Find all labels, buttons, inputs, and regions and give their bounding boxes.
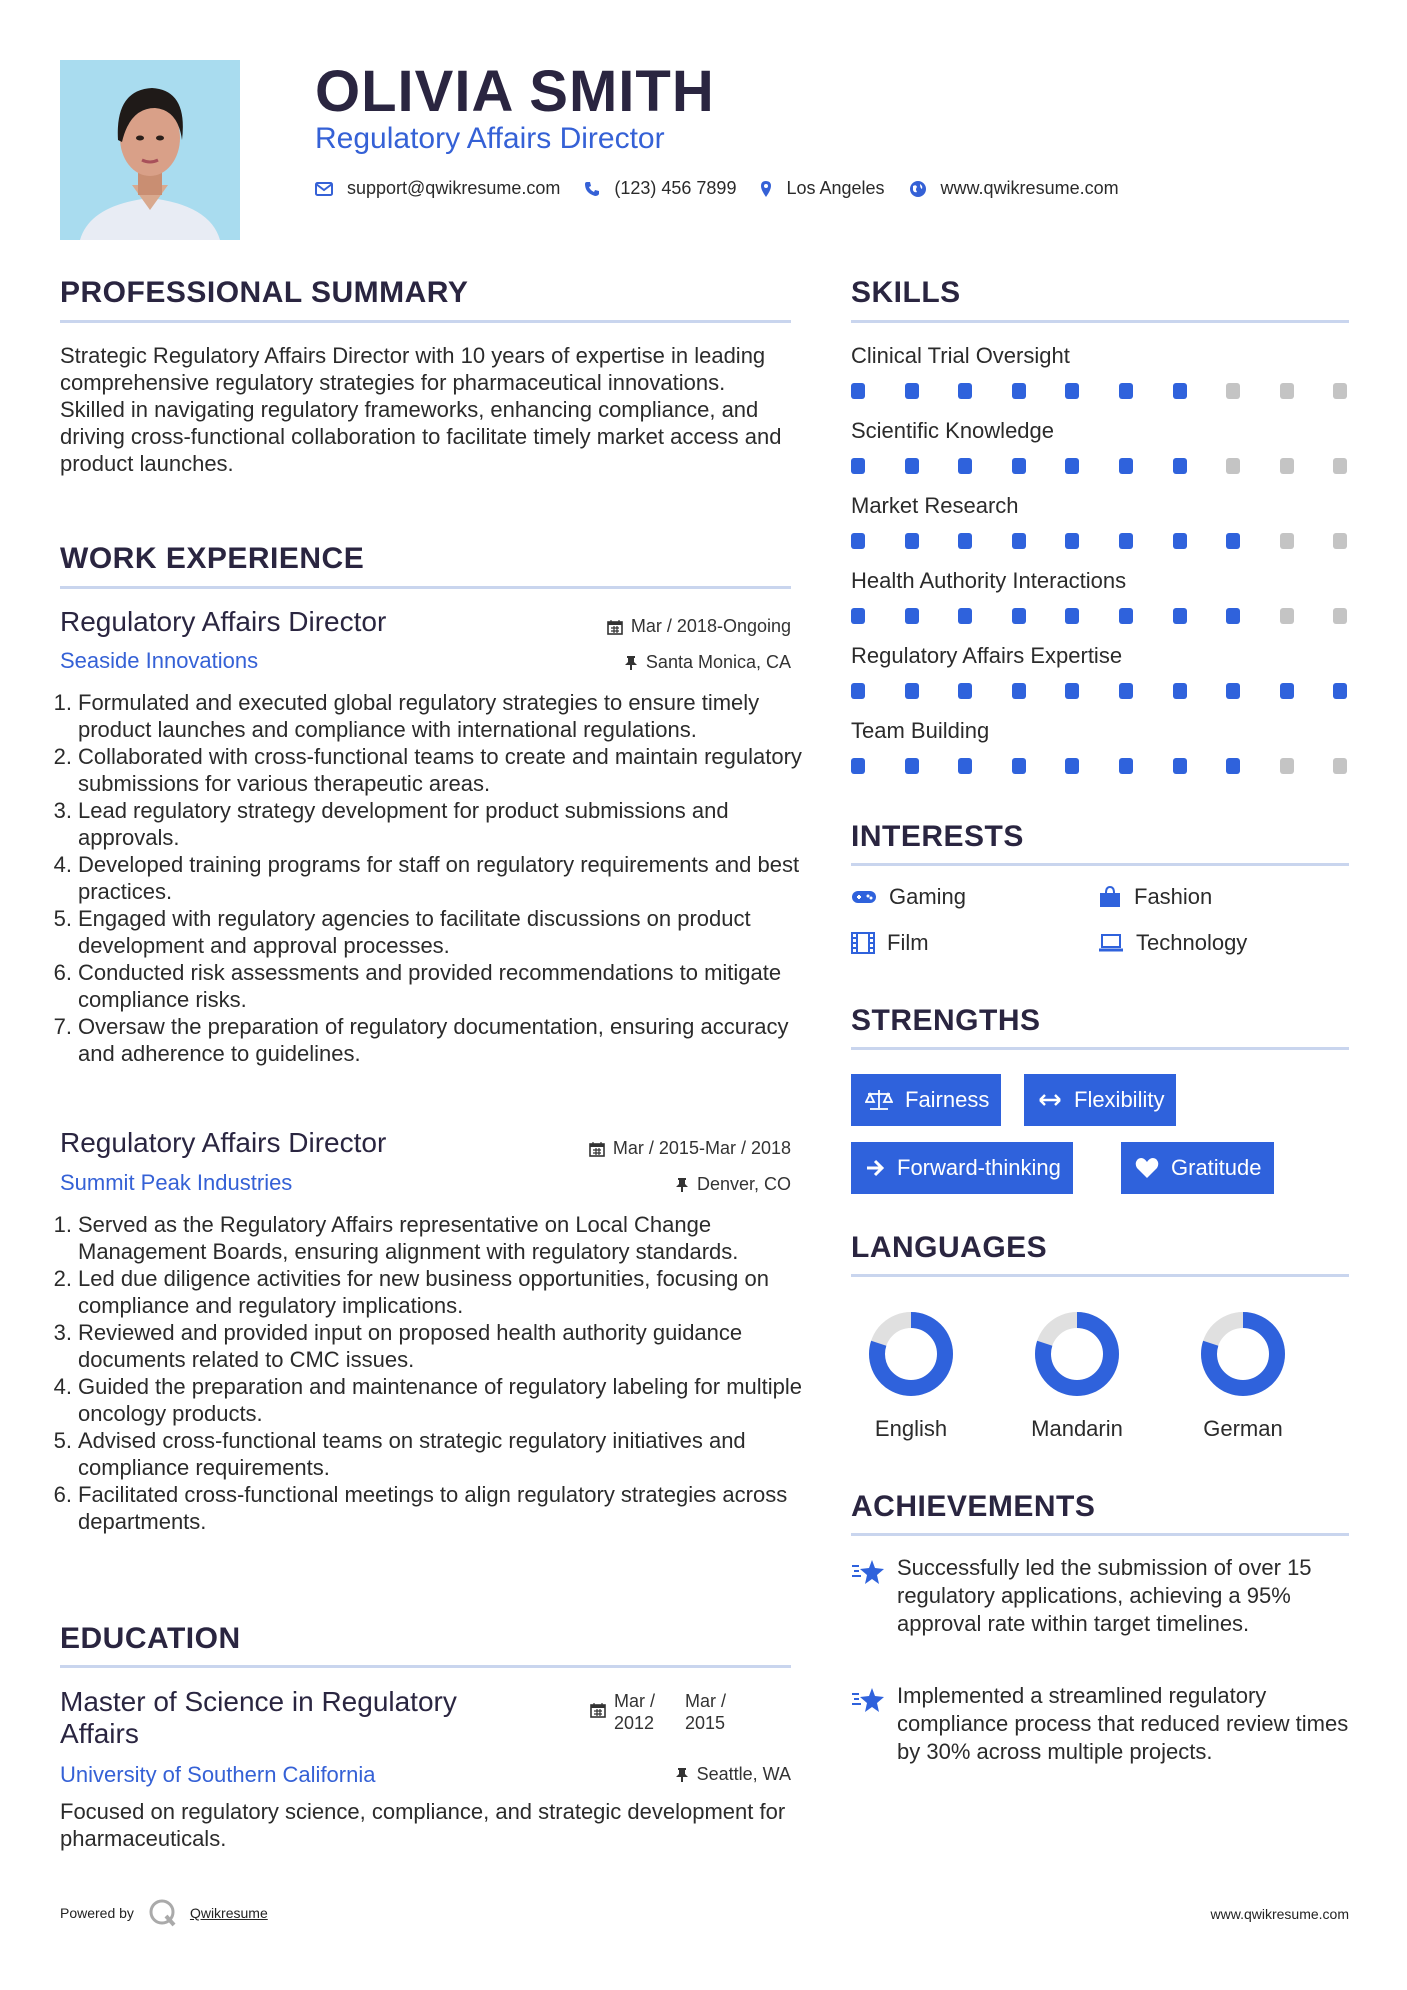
list-item: 4. Guided the preparation and maintenance of regulatory labeling for multiple oncology products. — [53, 1374, 803, 1426]
achievement-item: Implemented a streamlined regulatory compliance process that reduced review times by 30% across multiple projects. — [851, 1682, 1351, 1766]
list-item: 6. Facilitated cross-functional meetings to align regulatory strategies across departments. — [53, 1482, 788, 1534]
skill-dot-empty — [1333, 458, 1347, 474]
skill-dot-filled — [905, 683, 919, 699]
qwikresume-link[interactable]: Qwikresume — [189, 1905, 268, 1921]
skill-dot-filled — [851, 383, 865, 399]
skill-dot-filled — [1226, 533, 1240, 549]
education-divider — [60, 1665, 791, 1668]
language-name: German — [1203, 1416, 1283, 1441]
skill-dot-filled — [1012, 533, 1026, 549]
skill-dot-filled — [1173, 683, 1187, 699]
language-item — [1007, 1310, 1147, 1442]
skill-dot-filled — [1012, 683, 1026, 699]
list-item: 2. Led due diligence activities for new business opportunities, focusing on compliance and regulatory implications. — [53, 1266, 769, 1318]
skill-label: Clinical Trial Oversight — [851, 343, 1070, 368]
skill-dot-empty — [1280, 383, 1294, 399]
language-name: Mandarin — [1031, 1416, 1123, 1441]
skill-dot-filled — [1012, 383, 1026, 399]
skill-dot-filled — [1012, 608, 1026, 624]
pushpin-icon — [675, 1767, 689, 1783]
skills-heading: SKILLS — [851, 276, 961, 309]
list-item: 7. Oversaw the preparation of regulatory documentation, ensuring accuracy and adherence to guidelines. — [53, 1014, 789, 1066]
contact-bar — [315, 178, 1143, 199]
job-title: Regulatory Affairs Director — [60, 606, 387, 637]
shopping-bag-icon — [1098, 886, 1122, 908]
skill-dot-filled — [905, 758, 919, 774]
map-marker-icon — [760, 180, 772, 198]
skill-dot-filled — [851, 608, 865, 624]
skills-divider — [851, 320, 1349, 323]
skill-dot-empty — [1280, 758, 1294, 774]
skill-dot-filled — [1119, 608, 1133, 624]
envelope-icon — [315, 182, 333, 196]
pushpin-icon — [624, 655, 638, 671]
skill-label: Health Authority Interactions — [851, 568, 1127, 593]
skill-dot-empty — [1280, 458, 1294, 474]
skill-rating — [851, 383, 1349, 399]
arrows-horizontal-icon — [1038, 1093, 1062, 1107]
skill-dot-filled — [1226, 683, 1240, 699]
skill-dot-filled — [851, 533, 865, 549]
shooting-star-icon — [851, 1686, 885, 1714]
language-donut — [867, 1310, 955, 1398]
language-donut — [1199, 1310, 1287, 1398]
skill-dot-filled — [1173, 758, 1187, 774]
list-item: 6. Conducted risk assessments and provided recommendations to mitigate compliance risks. — [53, 960, 782, 1012]
list-item: 2. Collaborated with cross-functional teams to create and maintain regulatory submissions for various therapeutic areas. — [53, 744, 802, 796]
website-text: www.qwikresume.com — [940, 178, 1119, 198]
experience-heading: WORK EXPERIENCE — [60, 542, 365, 575]
qwikresume-logo-icon — [148, 1898, 178, 1928]
job-bullets — [48, 1211, 803, 1535]
job-bullets — [48, 689, 803, 1067]
skill-dot-empty — [1226, 383, 1240, 399]
achievements-divider — [851, 1533, 1349, 1536]
laptop-icon — [1098, 933, 1124, 953]
skill-dot-empty — [1333, 533, 1347, 549]
skill-dot-filled — [1226, 758, 1240, 774]
summary-divider — [60, 320, 791, 323]
skill-dot-filled — [958, 758, 972, 774]
skill-rating — [851, 533, 1349, 549]
strengths-heading: STRENGTHS — [851, 1004, 1041, 1037]
interest-film: Film — [851, 930, 929, 956]
job-dates: Mar / 2015-Mar / 2018 — [589, 1138, 791, 1159]
skill-label: Scientific Knowledge — [851, 418, 1055, 443]
email-text: support@qwikresume.com — [347, 178, 561, 198]
skill-dot-empty — [1333, 608, 1347, 624]
interests-heading: INTERESTS — [851, 820, 1024, 853]
footer-website[interactable]: www.qwikresume.com — [1210, 1906, 1349, 1922]
job-dates: Mar / 2018-Ongoing — [607, 616, 791, 637]
skill-dot-filled — [905, 458, 919, 474]
skill-dot-filled — [851, 458, 865, 474]
shooting-star-icon — [851, 1558, 885, 1586]
education-location: Seattle, WA — [675, 1764, 791, 1785]
calendar-icon — [607, 619, 623, 635]
skill-dot-empty — [1226, 458, 1240, 474]
skill-dot-filled — [1119, 383, 1133, 399]
skill-dot-filled — [1333, 683, 1347, 699]
summary-text: Strategic Regulatory Affairs Director with 10 years of expertise in leading comprehensive regulatory strategies for pharmaceutical innovations. Skilled in navigating regulatory frameworks, enhancing compliance, and driving cross-functional collaboration to facilitate timely market access and product launches. — [60, 343, 782, 476]
school-name: University of Southern California — [60, 1762, 376, 1787]
skill-dot-filled — [958, 458, 972, 474]
skill-dot-filled — [1173, 608, 1187, 624]
calendar-icon — [590, 1702, 606, 1718]
skill-dot-filled — [1065, 533, 1079, 549]
phone-icon — [584, 181, 600, 197]
job-title: Regulatory Affairs Director — [60, 1127, 387, 1158]
experience-divider — [60, 586, 791, 589]
end-date: Mar / 2015 — [685, 1691, 727, 1733]
skill-dot-filled — [1226, 608, 1240, 624]
gamepad-icon — [851, 889, 877, 905]
list-item: 3. Reviewed and provided input on proposed health authority guidance documents related to CMC issues. — [53, 1320, 743, 1372]
contact-location — [760, 178, 884, 199]
calendar-icon — [589, 1141, 605, 1157]
skill-dot-filled — [905, 533, 919, 549]
footer-powered-by: Powered by Qwikresume — [60, 1898, 268, 1928]
job-location: Santa Monica, CA — [624, 652, 791, 673]
achievement-item: Successfully led the submission of over 15 regulatory applications, achieving a 95% approval rate within target timelines. — [851, 1554, 1351, 1638]
skill-dot-filled — [1065, 608, 1079, 624]
skill-dot-filled — [958, 683, 972, 699]
strength-chip-fairness: Fairness — [851, 1074, 1001, 1126]
job-location: Denver, CO — [675, 1174, 791, 1195]
candidate-name: OLIVIA SMITH — [315, 59, 715, 124]
skill-dot-filled — [1065, 683, 1079, 699]
skill-dot-filled — [1065, 758, 1079, 774]
start-date: Mar / 2012 — [614, 1691, 656, 1733]
globe-icon — [909, 180, 927, 198]
skill-dot-filled — [905, 383, 919, 399]
skill-rating — [851, 758, 1349, 774]
profile-photo — [60, 60, 240, 240]
list-item: 5. Engaged with regulatory agencies to facilitate discussions on product development and approval processes. — [53, 906, 751, 958]
strength-chip-flexibility: Flexibility — [1024, 1074, 1176, 1126]
heart-icon — [1135, 1157, 1159, 1179]
skill-dot-filled — [1012, 458, 1026, 474]
pushpin-icon — [675, 1177, 689, 1193]
skill-dot-filled — [1065, 458, 1079, 474]
skill-dot-filled — [1119, 458, 1133, 474]
skill-dot-filled — [1280, 683, 1294, 699]
education-description: Focused on regulatory science, compliance, and strategic development for pharmaceuticals. — [60, 1799, 786, 1851]
strength-chip-forward-thinking: Forward-thinking — [851, 1142, 1073, 1194]
language-name: English — [874, 1416, 948, 1441]
interests-divider — [851, 863, 1349, 866]
skill-dot-filled — [1173, 533, 1187, 549]
skill-dot-filled — [851, 758, 865, 774]
achievements-heading: ACHIEVEMENTS — [851, 1490, 1096, 1523]
education-dates — [590, 1690, 726, 1734]
contact-email[interactable] — [315, 178, 560, 199]
strengths-divider — [851, 1047, 1349, 1050]
skill-dot-filled — [958, 383, 972, 399]
skill-dot-filled — [1119, 533, 1133, 549]
skill-dot-filled — [851, 683, 865, 699]
language-item — [841, 1310, 981, 1442]
skill-dot-empty — [1333, 383, 1347, 399]
film-icon — [851, 932, 875, 954]
languages-divider — [851, 1274, 1349, 1277]
language-item — [1173, 1310, 1313, 1442]
skill-label: Team Building — [851, 718, 990, 743]
list-item: 4. Developed training programs for staff on regulatory requirements and best practices. — [53, 852, 800, 904]
skill-dot-filled — [1119, 683, 1133, 699]
contact-website[interactable] — [909, 178, 1119, 199]
skill-rating — [851, 683, 1349, 699]
skill-dot-empty — [1280, 533, 1294, 549]
contact-phone[interactable] — [584, 178, 736, 199]
skill-dot-filled — [1065, 383, 1079, 399]
skill-dot-filled — [958, 533, 972, 549]
skill-dot-filled — [1173, 383, 1187, 399]
skill-dot-filled — [1012, 758, 1026, 774]
list-item: 1. Formulated and executed global regulatory strategies to ensure timely product launches and compliance with international regulations. — [53, 690, 760, 742]
languages-heading: LANGUAGES — [851, 1231, 1048, 1264]
company-name: Seaside Innovations — [60, 648, 259, 673]
skill-dot-empty — [1333, 758, 1347, 774]
phone-text: (123) 456 7899 — [614, 178, 737, 198]
location-text: Los Angeles — [786, 178, 885, 198]
education-heading: EDUCATION — [60, 1622, 241, 1655]
interest-technology: Technology — [1098, 930, 1247, 956]
skill-rating — [851, 458, 1349, 474]
strength-chip-gratitude: Gratitude — [1121, 1142, 1274, 1194]
skill-label: Regulatory Affairs Expertise — [851, 643, 1123, 668]
skill-dot-filled — [1119, 758, 1133, 774]
list-item: 5. Advised cross-functional teams on strategic regulatory initiatives and compliance requirements. — [53, 1428, 746, 1480]
degree-title: Master of Science in Regulatory Affairs — [60, 1686, 457, 1749]
skill-dot-filled — [905, 608, 919, 624]
skill-dot-filled — [1173, 458, 1187, 474]
company-name: Summit Peak Industries — [60, 1170, 293, 1195]
arrow-right-icon — [865, 1159, 885, 1177]
list-item: 1. Served as the Regulatory Affairs representative on Local Change Management Boards, ensuring alignment with regulatory standards. — [53, 1212, 739, 1264]
skill-dot-filled — [958, 608, 972, 624]
balance-scale-icon — [865, 1089, 893, 1111]
skill-label: Market Research — [851, 493, 1019, 518]
candidate-title: Regulatory Affairs Director — [315, 122, 665, 155]
skill-dot-empty — [1280, 608, 1294, 624]
summary-heading: PROFESSIONAL SUMMARY — [60, 276, 469, 309]
skill-rating — [851, 608, 1349, 624]
interest-gaming: Gaming — [851, 884, 966, 910]
list-item: 3. Lead regulatory strategy development for product submissions and approvals. — [53, 798, 729, 850]
interest-fashion: Fashion — [1098, 884, 1212, 910]
language-donut — [1033, 1310, 1121, 1398]
